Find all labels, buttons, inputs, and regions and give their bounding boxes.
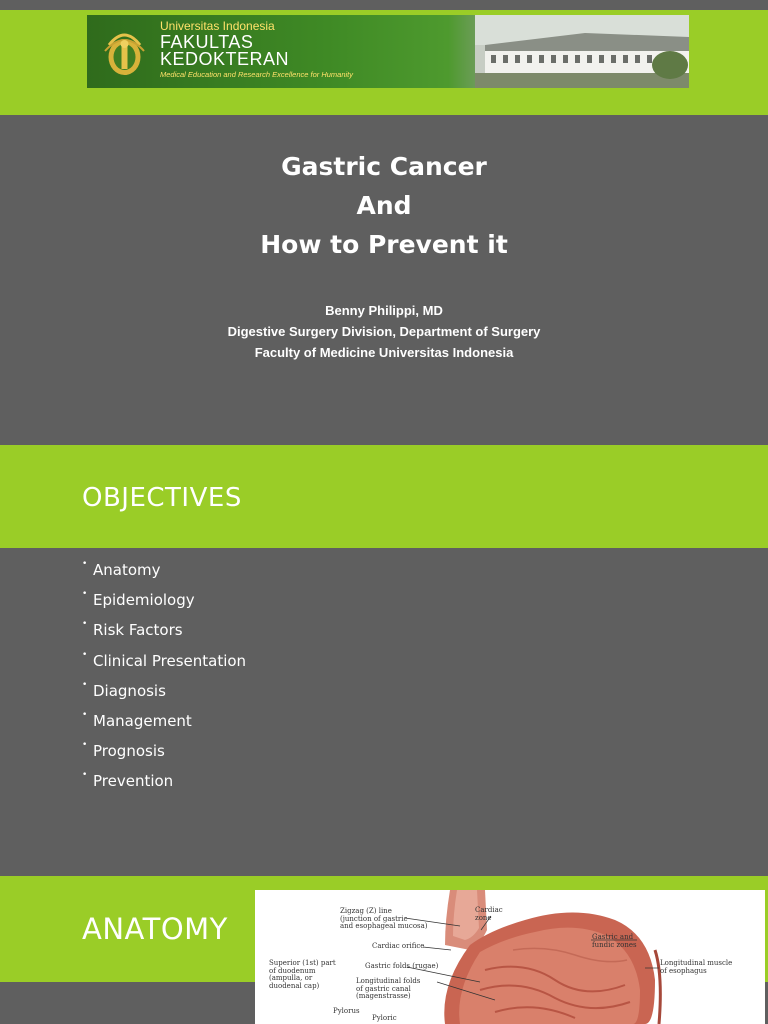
label-gastric-folds: Gastric folds (rugae) <box>365 962 439 970</box>
objectives-header <box>0 445 768 548</box>
bullet-icon: • <box>82 649 88 660</box>
faculty-banner <box>87 15 689 88</box>
title-slide <box>0 115 768 445</box>
bullet-icon: • <box>82 709 88 720</box>
list-item: • Prognosis <box>82 740 165 761</box>
stomach-anatomy-figure <box>255 890 765 1024</box>
faculty-building-image <box>475 15 689 88</box>
bullet-icon: • <box>82 559 88 569</box>
author-name: Benny Philippi, MD <box>325 303 443 318</box>
banner-band <box>0 10 768 115</box>
university-crest-icon <box>97 25 152 80</box>
university-name: Universitas Indonesia <box>160 19 275 33</box>
list-item: • Management <box>82 709 192 730</box>
faculty-tagline: Medical Education and Research Excellence for Humanity <box>160 70 354 79</box>
label-longitudinal-muscle: Longitudinal muscle of esophagus <box>660 959 733 975</box>
list-item: • Anatomy <box>82 559 161 579</box>
label-cardiac-orifice: Cardiac orifice <box>372 942 425 950</box>
title-line-3: How to Prevent it <box>260 230 508 259</box>
stomach-illustration <box>255 890 765 1024</box>
label-duodenum: Superior (1st) part of duodenum (ampulla, or duodenal cap) <box>269 959 336 990</box>
label-pyloric: Pyloric <box>372 1014 397 1022</box>
objectives-body <box>0 548 768 876</box>
list-item: • Diagnosis <box>82 679 166 700</box>
faculty-name-line1: FAKULTAS <box>160 32 254 52</box>
list-item: • Clinical Presentation <box>82 649 247 670</box>
label-cardiac-zone: Cardiac zone <box>475 906 503 922</box>
author-affiliation-2: Faculty of Medicine Universitas Indonesia <box>254 345 514 360</box>
list-item: • Risk Factors <box>82 619 183 640</box>
top-strip <box>0 0 768 10</box>
bullet-icon: • <box>82 589 88 600</box>
title-line-2: And <box>356 191 412 220</box>
label-longitudinal-folds: Longitudinal folds of gastric canal (magenstrasse) <box>356 977 421 1000</box>
list-item: • Prevention <box>82 770 174 791</box>
label-pylorus: Pylorus <box>333 1007 360 1015</box>
list-item: • Epidemiology <box>82 589 195 610</box>
label-gastric-fundic-zones: Gastric and fundic zones <box>592 933 637 949</box>
anatomy-heading: ANATOMY <box>82 912 228 946</box>
objectives-list <box>82 561 246 803</box>
objectives-heading: OBJECTIVES <box>82 483 242 513</box>
bullet-icon: • <box>82 619 88 630</box>
bullet-icon: • <box>82 679 88 690</box>
author-affiliation-1: Digestive Surgery Division, Department of Surgery <box>227 324 541 339</box>
bullet-icon: • <box>82 740 88 751</box>
bullet-icon: • <box>82 770 88 781</box>
faculty-name-line2: KEDOKTERAN <box>160 49 290 69</box>
label-zigzag-line: Zigzag (Z) line (junction of gastric and esophageal mucosa) <box>340 907 428 930</box>
title-line-1: Gastric Cancer <box>281 152 487 181</box>
